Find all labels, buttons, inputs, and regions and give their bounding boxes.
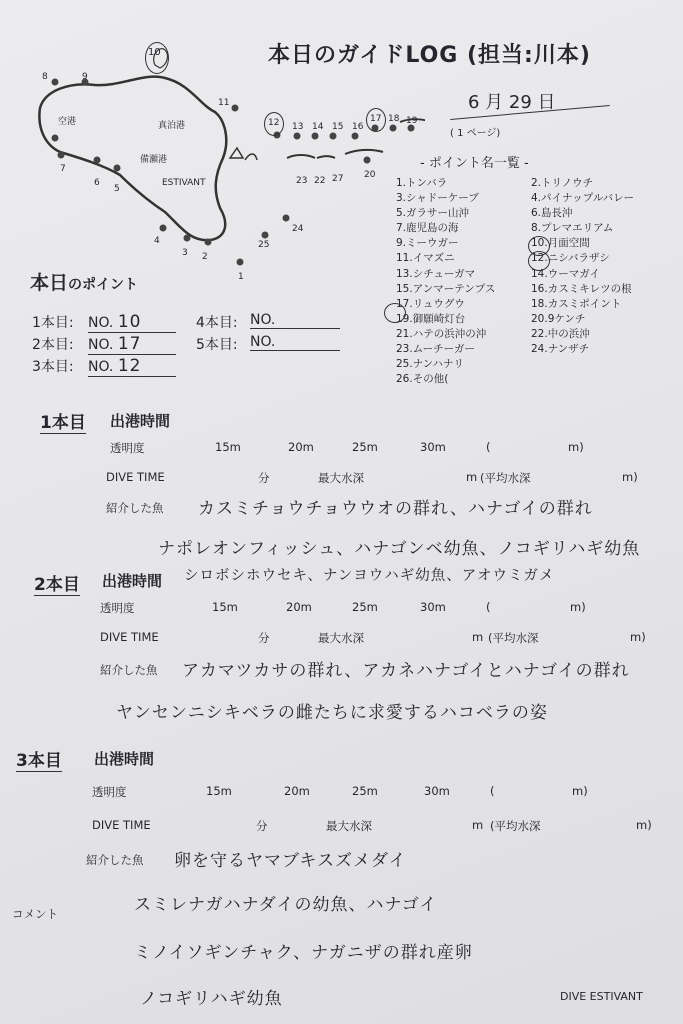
section-2-avg: (平均水深: [488, 631, 539, 645]
point-item: 14.ウーマガイ: [531, 267, 600, 280]
map-num-17: 17: [370, 114, 382, 124]
section-2-min: 分: [258, 631, 270, 645]
section-3-vis-15: 15m: [206, 784, 232, 798]
section-2-depart-label: 出港時間: [102, 572, 163, 590]
dive-5-field: NO.: [250, 334, 340, 351]
section-1-vis-label: 透明度: [110, 441, 145, 455]
point-item: 17.リュウグウ: [396, 297, 465, 310]
map-label-estivant: ESTIVANT: [162, 178, 206, 188]
map-num-7: 7: [60, 164, 66, 174]
dive-5-label: 5本目:: [196, 337, 238, 353]
points-list-left: [396, 176, 495, 387]
today-title: 本日: [30, 272, 69, 294]
log-date: 6 月 29 日: [468, 92, 556, 113]
dive-1-label: 1本目:: [32, 315, 74, 331]
page-number: ( 1 ページ): [450, 128, 501, 139]
point-item: 13.シチューガマ: [396, 267, 476, 280]
comment-label: コメント: [12, 907, 58, 921]
point-item: 7.鹿児島の海: [396, 222, 459, 235]
point-item: 19.御願崎灯台: [396, 312, 466, 325]
map-num-14: 14: [312, 122, 324, 132]
section-2-vis-20: 20m: [286, 600, 312, 614]
section-1-vis-30: 30m: [420, 440, 446, 454]
point-item: 11.イマズニ: [396, 252, 455, 265]
dive-3-value: 12: [117, 356, 142, 376]
comment-line-1: スミレナガハナダイの幼魚、ハナゴイ: [134, 895, 438, 915]
map-num-11: 11: [218, 98, 230, 108]
point-item: 26.その他(: [396, 373, 449, 386]
island-outline: [39, 77, 226, 241]
section-3-depart-label: 出港時間: [94, 750, 155, 768]
map-num-8: 8: [42, 72, 48, 82]
section-3-vis-25: 25m: [352, 784, 378, 798]
list-circle-12: [528, 251, 550, 271]
section-1-fish-label: 紹介した魚: [106, 501, 164, 515]
section-3-vis-30: 30m: [424, 784, 450, 798]
section-3-vis-m: m): [572, 784, 588, 798]
point-item: 6.島長沖: [531, 207, 573, 220]
section-2-vis-m: m): [570, 600, 586, 614]
map-num-9: 9: [82, 72, 88, 82]
section-1-vis-m: m): [568, 440, 584, 454]
dive-1-field: [88, 312, 176, 333]
map-num-23: 23: [296, 176, 308, 186]
comment-line-2: ミノイソギンチャク、ナガニザの群れ産卵: [134, 943, 473, 963]
section-2-extra-fish: シロボシホウセキ、ナンヨウハギ幼魚、アオウミガメ: [184, 568, 555, 584]
map-num-15: 15: [332, 122, 344, 132]
map-num-5: 5: [114, 184, 120, 194]
section-2-m1: m: [472, 630, 484, 644]
map-num-1: 1: [238, 272, 244, 282]
point-item: 18.カスミポイント: [531, 297, 622, 310]
map-num-27: 27: [332, 174, 344, 184]
section-1-vis-paren: (: [486, 440, 491, 454]
dive-4-label: 4本目:: [196, 315, 238, 331]
map-num-24: 24: [292, 224, 304, 234]
footer-brand: DIVE ESTIVANT: [560, 990, 643, 1003]
point-item: 5.ガラサー山沖: [396, 207, 470, 220]
dive-1-no: NO.: [88, 315, 114, 331]
map-num-3: 3: [182, 248, 188, 258]
section-3-m1: m: [472, 818, 484, 832]
dive-3-no: NO.: [88, 359, 114, 375]
point-item: 16.カスミキレツの根: [531, 282, 632, 295]
map-label-shinjiko: 真泊港: [158, 121, 186, 131]
point-item: 23.ムーチーガー: [396, 343, 475, 356]
map-num-4: 4: [154, 236, 160, 246]
section-2-maxdepth: 最大水深: [318, 631, 364, 645]
section-3-fish-1: 卵を守るヤマブキスズメダイ: [174, 851, 407, 871]
section-1-divetime-label: DIVE TIME: [106, 470, 165, 484]
point-item: 1.トンバラ: [396, 177, 448, 189]
dive-2-no: NO.: [88, 337, 114, 353]
section-2-fish-1: アカマツカサの群れ、アカネハナゴイとハナゴイの群れ: [182, 661, 630, 681]
point-item: 12.ニシバラザシ: [531, 252, 610, 265]
section-1-fish-2: ナポレオンフィッシュ、ハナゴンベ幼魚、ノコギリハギ幼魚: [158, 539, 641, 559]
section-3-fish-label: 紹介した魚: [86, 853, 144, 867]
section-3-maxdepth: 最大水深: [326, 819, 372, 833]
map-num-2: 2: [202, 252, 208, 262]
point-item: 4.パイナップルバレー: [531, 192, 635, 205]
dive-4-field: NO.: [250, 312, 340, 329]
point-item: 24.ナンザチ: [531, 343, 590, 356]
section-1-m2: m): [622, 470, 638, 484]
section-3-vis-paren: (: [490, 784, 495, 798]
section-2-vis-15: 15m: [212, 600, 238, 614]
map-num-10: 10: [148, 47, 161, 58]
reef-outline: [287, 150, 383, 158]
dive-1-value: 10: [117, 312, 142, 332]
section-2-fish-label: 紹介した魚: [100, 663, 158, 677]
section-1-vis-20: 20m: [288, 440, 314, 454]
section-1-fish-1: カスミチョウチョウウオの群れ、ハナゴイの群れ: [198, 499, 593, 519]
rock-outline: [230, 148, 257, 160]
point-item: 25.ナンハナリ: [396, 358, 464, 371]
dive-2-label: 2本目:: [32, 337, 74, 353]
point-item: 21.ハテの浜沖の沖: [396, 327, 487, 340]
section-1-vis-15: 15m: [215, 440, 241, 454]
section-2-number: 2本目: [34, 570, 80, 596]
map-num-12: 12: [268, 118, 280, 128]
section-1-m1: m: [466, 470, 478, 484]
map-num-19: 19: [406, 116, 418, 126]
dive-2-field: [88, 334, 176, 355]
map-label-airport: 空港: [58, 117, 77, 127]
point-item: 3.シャドーケーブ: [396, 192, 479, 205]
section-1-vis-25: 25m: [352, 440, 378, 454]
map-dots: [52, 79, 418, 266]
point-item: 15.アンマーテンプス: [396, 282, 496, 295]
dive-3-label: 3本目:: [32, 359, 74, 375]
map-label-bise: 備瀬港: [140, 155, 168, 165]
point-item: 8.プレマエリアム: [531, 222, 614, 235]
map-num-25: 25: [258, 240, 270, 250]
map-num-13: 13: [292, 122, 304, 132]
map-num-6: 6: [94, 178, 100, 188]
map-num-22: 22: [314, 176, 326, 186]
today-points-heading: [30, 268, 138, 295]
comment-line-3: ノコギリハギ幼魚: [140, 989, 283, 1009]
section-2-vis-label: 透明度: [100, 601, 135, 615]
section-1-maxdepth: 最大水深: [318, 471, 364, 485]
section-2-fish-2: ヤンセンニシキベラの雌たちに求愛するハコベラの姿: [116, 703, 548, 723]
dive-2-value: 17: [117, 334, 142, 354]
point-item: 2.トリノウチ: [531, 177, 594, 189]
section-2-vis-30: 30m: [420, 600, 446, 614]
section-2-vis-25: 25m: [352, 600, 378, 614]
list-circle-17: [384, 303, 406, 323]
today-title-suffix: のポイント: [68, 277, 139, 293]
points-list-title: - ポイント名一覧 -: [420, 156, 529, 171]
section-2-vis-paren: (: [486, 600, 491, 614]
section-1-number: 1本目: [40, 408, 86, 434]
section-3-number: 3本目: [16, 746, 62, 772]
point-item: 20.9ケンチ: [531, 312, 586, 325]
section-2-m2: m): [630, 630, 646, 644]
section-3-vis-label: 透明度: [92, 785, 127, 799]
map-num-18: 18: [388, 114, 400, 124]
section-3-m2: m): [636, 818, 652, 832]
point-item: 22.中の浜沖: [531, 327, 590, 340]
section-3-min: 分: [256, 819, 268, 833]
section-3-divetime-label: DIVE TIME: [92, 818, 151, 832]
map-num-20: 20: [364, 170, 376, 180]
dive-3-field: [88, 356, 176, 377]
point-item: 9.ミーウガー: [396, 237, 459, 250]
map-num-16: 16: [352, 122, 364, 132]
section-1-depart-label: 出港時間: [110, 412, 171, 430]
section-1-min: 分: [258, 471, 270, 485]
section-2-divetime-label: DIVE TIME: [100, 630, 159, 644]
log-title: 本日のガイドLOG (担当:川本): [268, 43, 591, 68]
point-item: 10.月面空間: [531, 237, 590, 250]
section-1-avg: (平均水深: [480, 471, 531, 485]
section-3-vis-20: 20m: [284, 784, 310, 798]
section-3-avg: (平均水深: [490, 819, 541, 833]
